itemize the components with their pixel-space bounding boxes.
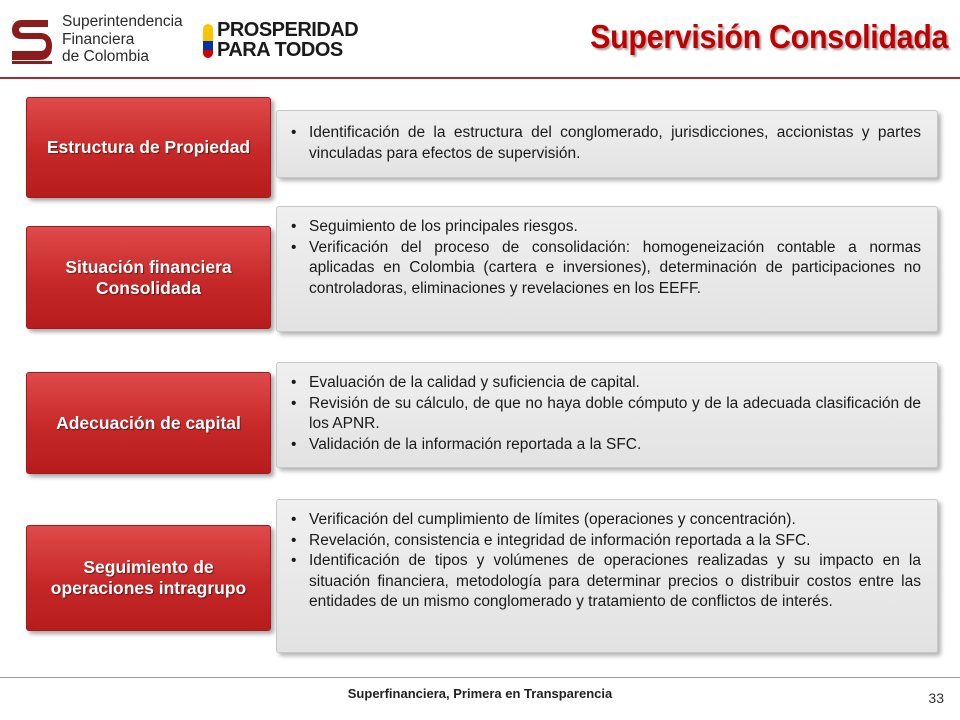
prosperidad-logo xyxy=(203,18,359,64)
content-estructura-propiedad xyxy=(276,110,938,178)
footer-text: Superfinanciera, Primera en Transparencia xyxy=(347,686,613,701)
label-text: Seguimiento de operaciones intragrupo xyxy=(50,557,247,598)
label-text: Estructura de Propiedad xyxy=(46,137,251,157)
page-title: Supervisión Consolidada xyxy=(589,18,948,55)
label-adecuacion-capital xyxy=(26,372,271,474)
prosperidad-logo-text xyxy=(217,20,358,60)
list-item: • Seguimiento de los principales riesgos. xyxy=(287,217,921,238)
list-item: • Revisión de su cálculo, de que no haya doble cómputo y de la adecuada clasificación de los APNR. xyxy=(287,394,921,435)
label-situacion-financiera xyxy=(26,226,271,329)
list-item: • Identificación de tipos y volúmenes de operaciones realizadas y su impacto en la situación financiera, metodología para determinar precios o distribuir costos entre las entidades de un mismo conglomerado y tratamiento de conflictos de interés. xyxy=(287,551,921,613)
prosperidad-line1: PROSPERIDAD xyxy=(217,19,359,41)
sfc-logo xyxy=(8,12,183,68)
sfc-logo-line1: Superintendencia xyxy=(62,13,183,30)
sfc-logo-text xyxy=(62,13,183,66)
list-item: • Identificación de la estructura del conglomerado, jurisdicciones, accionistas y partes vinculadas para efectos de supervisión. xyxy=(287,123,921,164)
sfc-logo-line3: de Colombia xyxy=(62,48,150,65)
content-adecuacion-capital xyxy=(276,362,938,468)
header-divider xyxy=(0,77,960,79)
label-estructura-propiedad xyxy=(26,97,271,198)
list-item: • Verificación del cumplimiento de límites (operaciones y concentración). xyxy=(287,510,921,531)
label-text: Situación financiera Consolidada xyxy=(65,256,232,298)
list-item: • Revelación, consistencia e integridad de información reportada a la SFC. xyxy=(287,531,921,552)
page-number: 33 xyxy=(928,690,944,706)
label-text: Adecuación de capital xyxy=(56,412,241,433)
bullet-list xyxy=(287,123,921,164)
bullet-list xyxy=(287,510,921,613)
colombia-flag-icon xyxy=(203,24,213,58)
prosperidad-line2: PARA TODOS xyxy=(217,39,343,61)
content-operaciones-intragrupo xyxy=(276,499,938,653)
bullet-list xyxy=(287,217,921,299)
sfc-logo-line2: Financiera xyxy=(62,30,135,48)
list-item: • Evaluación de la calidad y suficiencia de capital. xyxy=(287,373,921,394)
list-item: • Verificación del proceso de consolidación: homogeneización contable a normas aplicadas en Colombia (cartera e inversiones), determinación de participaciones no controladoras, eliminaciones y revelaciones en los EEFF. xyxy=(287,238,921,300)
list-item: • Validación de la información reportada a la SFC. xyxy=(287,435,921,456)
content-situacion-financiera xyxy=(276,206,938,332)
footer-divider xyxy=(0,677,960,678)
label-operaciones-intragrupo xyxy=(26,525,271,631)
bullet-list xyxy=(287,373,921,455)
sfc-logo-mark-icon xyxy=(8,14,54,66)
slide-header xyxy=(0,0,960,80)
